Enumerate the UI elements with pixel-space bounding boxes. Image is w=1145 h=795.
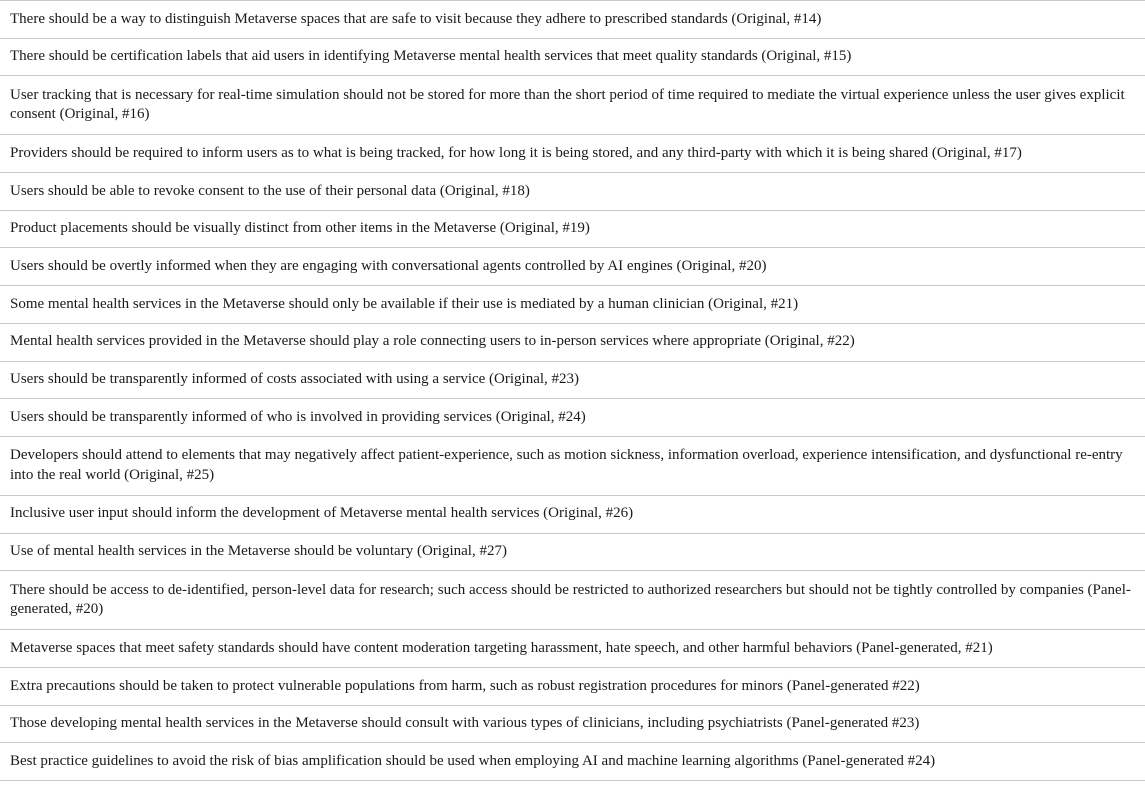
table-row: [0, 630, 1145, 668]
table-cell: Providers should be required to inform users as to what is being tracked, for how long it is being stored, and any third-party with which it is being shared (Original, #17): [0, 135, 1145, 173]
table-cell: Mental health services provided in the Metaverse should play a role connecting users to in-person services where appropriate (Original, #22): [0, 323, 1145, 361]
table-row: [0, 173, 1145, 211]
table-row: [0, 667, 1145, 705]
table-cell: Users should be transparently informed of who is involved in providing services (Original, #24): [0, 399, 1145, 437]
table-cell: Users should be overtly informed when they are engaging with conversational agents controlled by AI engines (Original, #20): [0, 248, 1145, 286]
table-cell: Best practice guidelines to avoid the risk of bias amplification should be used when employing AI and machine learning algorithms (Panel-generated #24): [0, 743, 1145, 781]
table-row: [0, 705, 1145, 743]
table-cell: User tracking that is necessary for real-time simulation should not be stored for more than the short period of time required to mediate the virtual experience unless the user gives explicit consent (Original, #16): [0, 76, 1145, 135]
table-cell: Extra precautions should be taken to protect vulnerable populations from harm, such as robust registration procedures for minors (Panel-generated #22): [0, 667, 1145, 705]
table-cell: There should be a way to distinguish Metaverse spaces that are safe to visit because they adhere to prescribed standards (Original, #14): [0, 1, 1145, 39]
table-cell: Those developing mental health services in the Metaverse should consult with various types of clinicians, including psychiatrists (Panel-generated #23): [0, 705, 1145, 743]
table-cell: Metaverse spaces that meet safety standards should have content moderation targeting harassment, hate speech, and other harmful behaviors (Panel-generated, #21): [0, 630, 1145, 668]
table-row: [0, 210, 1145, 248]
table-row: [0, 743, 1145, 781]
table-cell: Developers should attend to elements that may negatively affect patient-experience, such as motion sickness, information overload, experience intensification, and dysfunctional re-entry into the real world (Original, #25): [0, 436, 1145, 495]
table-cell: There should be access to de-identified, person-level data for research; such access should be restricted to authorized researchers but should not be tightly controlled by companies (Panel-generated, #20): [0, 571, 1145, 630]
table-cell: Inclusive user input should inform the development of Metaverse mental health services (Original, #26): [0, 495, 1145, 533]
table-cell: Users should be able to revoke consent to the use of their personal data (Original, #18): [0, 173, 1145, 211]
table-row: [0, 1, 1145, 39]
table-body: [0, 1, 1145, 781]
table-cell: Users should be transparently informed of costs associated with using a service (Original, #23): [0, 361, 1145, 399]
table-row: [0, 135, 1145, 173]
table-row: [0, 436, 1145, 495]
table-row: [0, 361, 1145, 399]
table-cell: There should be certification labels that aid users in identifying Metaverse mental health services that meet quality standards (Original, #15): [0, 38, 1145, 76]
table-row: [0, 248, 1145, 286]
table-row: [0, 399, 1145, 437]
table-row: [0, 76, 1145, 135]
table-row: [0, 286, 1145, 324]
table-row: [0, 38, 1145, 76]
table-row: [0, 571, 1145, 630]
table-cell: Product placements should be visually distinct from other items in the Metaverse (Original, #19): [0, 210, 1145, 248]
table-row: [0, 495, 1145, 533]
table-cell: Use of mental health services in the Metaverse should be voluntary (Original, #27): [0, 533, 1145, 571]
table-cell: Some mental health services in the Metaverse should only be available if their use is mediated by a human clinician (Original, #21): [0, 286, 1145, 324]
table-row: [0, 533, 1145, 571]
table-row: [0, 323, 1145, 361]
